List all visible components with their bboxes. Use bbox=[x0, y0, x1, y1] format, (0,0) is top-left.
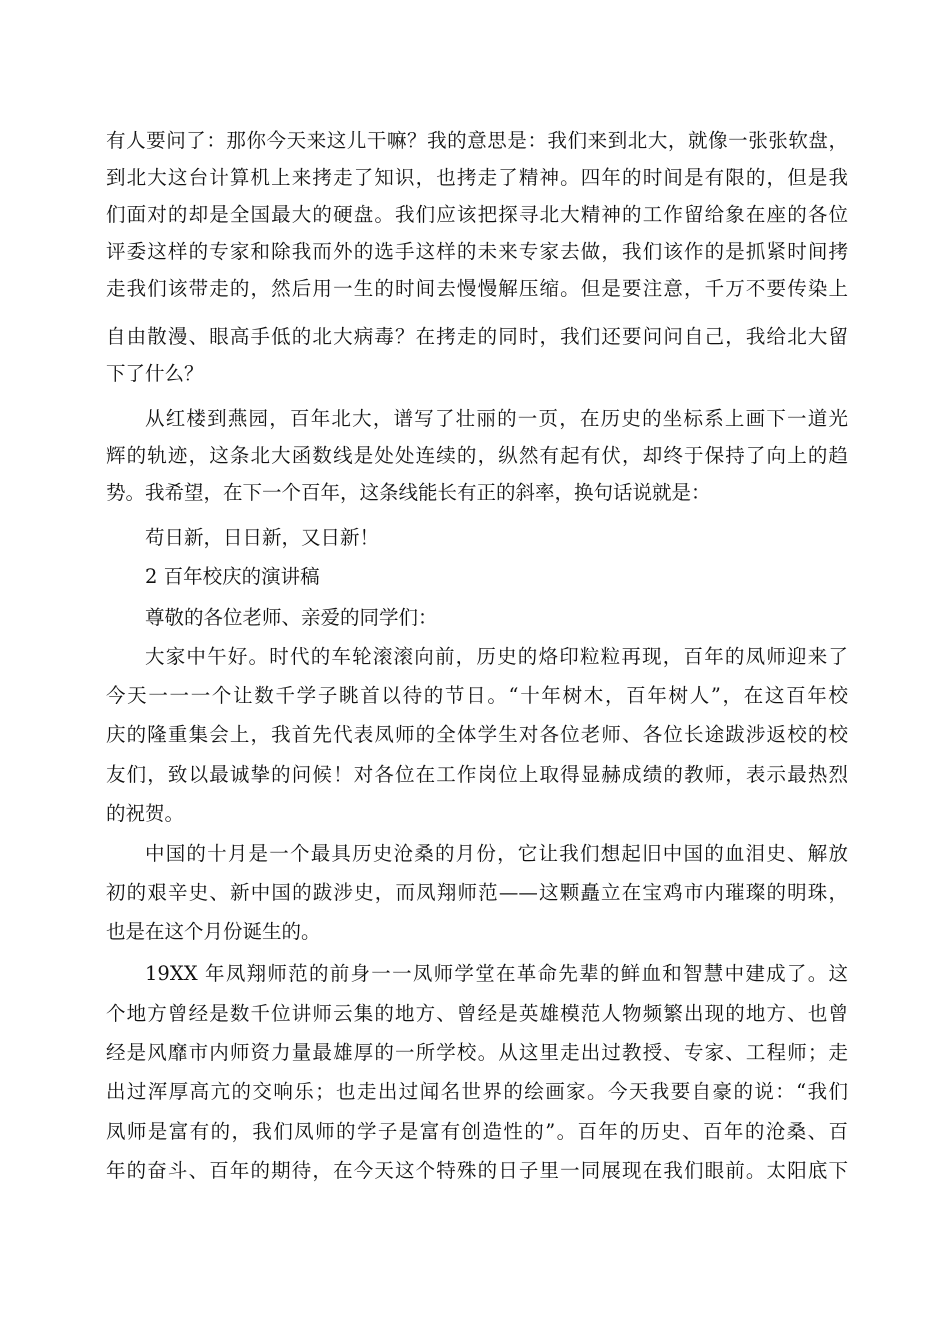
paragraph-first-line: 19XX 年凤翔师范的前身一一凤师学堂在革命先辈的鲜血和智慧中建成了。这 bbox=[145, 962, 848, 985]
section-heading: 2 百年校庆的演讲稿 bbox=[145, 565, 320, 588]
text-line: 个地方曾经是数千位讲师云集的地方、曾经是英雄模范人物频繁出现的地方、也曾 bbox=[106, 1002, 848, 1025]
paragraph-first-line: 苟日新，日日新，又日新！ bbox=[145, 526, 380, 549]
text-line: 有人要问了：那你今天来这儿干嘛？我的意思是：我们来到北大，就像一张张软盘， bbox=[106, 129, 848, 152]
text-line: 到北大这台计算机上来拷走了知识，也拷走了精神。四年的时间是有限的，但是我 bbox=[106, 166, 848, 189]
text-line: 初的艰辛史、新中国的跋涉史，而凤翔师范——这颗矗立在宝鸡市内璀璨的明珠， bbox=[106, 881, 848, 904]
salutation: 尊敬的各位老师、亲爱的同学们： bbox=[145, 606, 438, 629]
paragraph-first-line: 中国的十月是一个最具历史沧桑的月份，它让我们想起旧中国的血泪史、解放 bbox=[145, 842, 848, 865]
text-line: 们面对的却是全国最大的硬盘。我们应该把探寻北大精神的工作留给象在座的各位 bbox=[106, 203, 848, 226]
text-line: 今天一一一个让数千学子眺首以待的节日。“十年树木，百年树人”，在这百年校 bbox=[106, 684, 848, 707]
text-line: 自由散漫、眼高手低的北大病毒？在拷走的同时，我们还要问问自己，我给北大留 bbox=[106, 325, 848, 348]
paragraph-first-line: 大家中午好。时代的车轮滚滚向前，历史的烙印粒粒再现，百年的凤师迎来了 bbox=[145, 645, 848, 668]
text-line: 辉的轨迹，这条北大函数线是处处连续的，纵然有起有伏，却终于保持了向上的趋 bbox=[106, 444, 848, 467]
text-line: 友们，致以最诚挚的问候！对各位在工作岗位上取得显赫成绩的教师，表示最热烈 bbox=[106, 763, 848, 786]
text-line: 的祝贺。 bbox=[106, 802, 185, 825]
text-line: 出过浑厚高亢的交响乐；也走出过闻名世界的绘画家。今天我要自豪的说：“我们 bbox=[106, 1080, 848, 1103]
text-line: 下了什么？ bbox=[106, 362, 204, 385]
text-line: 评委这样的专家和除我而外的选手这样的未来专家去做，我们该作的是抓紧时间拷 bbox=[106, 240, 848, 263]
text-line: 也是在这个月份诞生的。 bbox=[106, 920, 321, 943]
text-line: 势。我希望，在下一个百年，这条线能长有正的斜率，换句话说就是： bbox=[106, 481, 711, 504]
text-line: 年的奋斗、百年的期待，在今天这个特殊的日子里一同展现在我们眼前。太阳底下 bbox=[106, 1159, 848, 1182]
paragraph-first-line: 从红楼到燕园，百年北大，谱写了壮丽的一页，在历史的坐标系上画下一道光 bbox=[145, 407, 848, 430]
text-line: 凤师是富有的，我们凤师的学子是富有创造性的”。百年的历史、百年的沧桑、百 bbox=[106, 1120, 848, 1143]
text-line: 庆的隆重集会上，我首先代表凤师的全体学生对各位老师、各位长途跋涉返校的校 bbox=[106, 723, 848, 746]
text-line: 经是风靡市内师资力量最雄厚的一所学校。从这里走出过教授、专家、工程师；走 bbox=[106, 1041, 848, 1064]
text-line: 走我们该带走的，然后用一生的时间去慢慢解压缩。但是要注意，千万不要传染上 bbox=[106, 277, 848, 300]
